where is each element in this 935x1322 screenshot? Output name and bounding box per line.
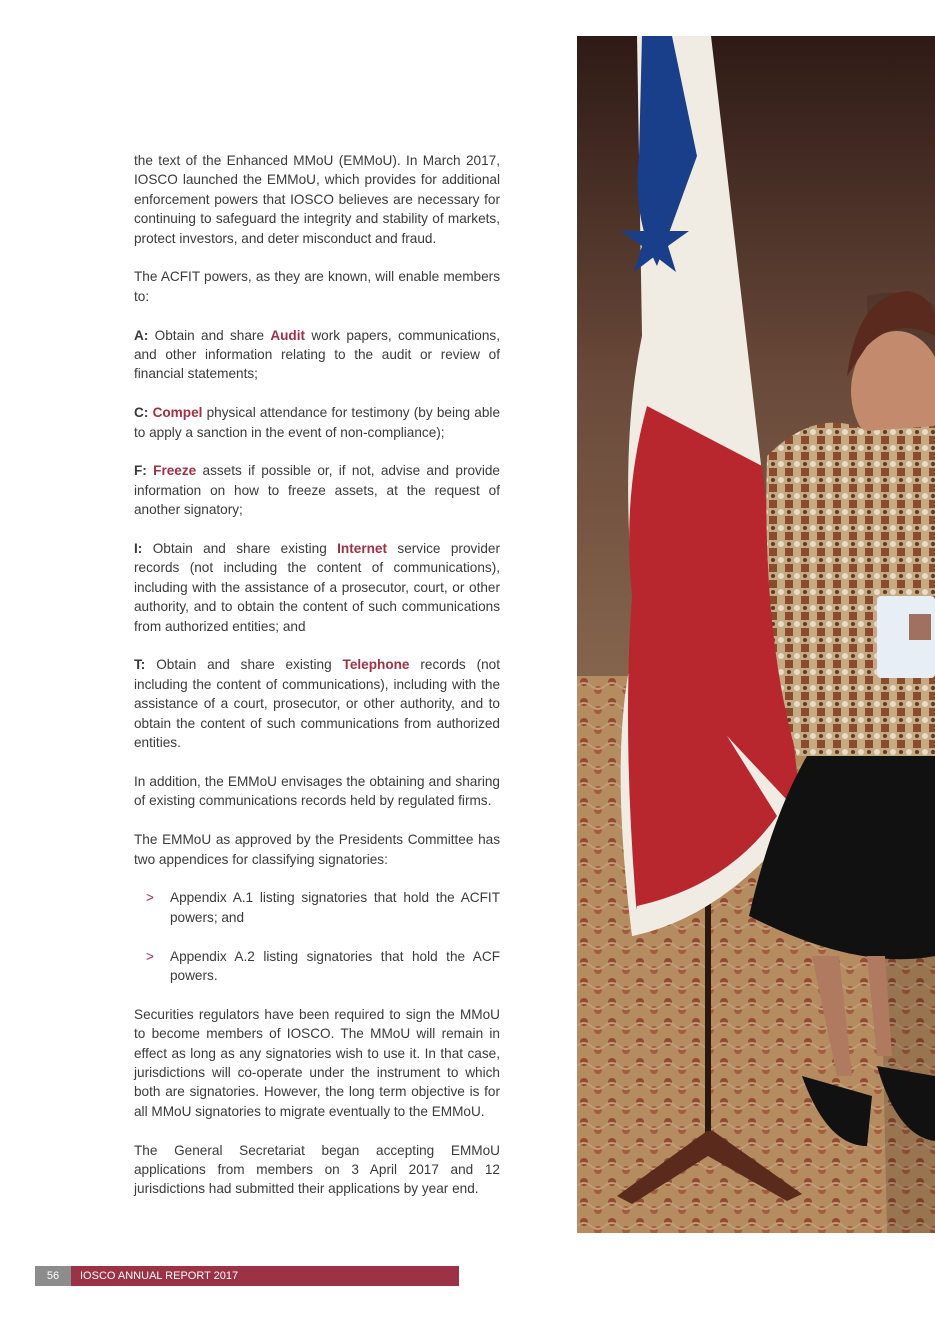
power-internet: I: Obtain and share existing Internet service provider records (not including the content of communications), including with the assistance of a prosecutor, court, or other authority, and to obtain the content of such communications from authorized entities; and (134, 541, 500, 634)
power-compel: C: Compel physical attendance for testimony (by being able to apply a sanction in the event of non-compliance); (134, 405, 501, 440)
chevron-right-icon: > (146, 890, 154, 906)
power-letter: T: (134, 657, 146, 673)
page-number: 56 (35, 1266, 71, 1286)
power-keyword: Internet (337, 541, 388, 557)
power-freeze: F: Freeze assets if possible or, if not, advise and provide information on how to freeze assets, at the request of another signatory; (134, 463, 500, 518)
main-text-column (134, 151, 500, 1218)
list-item: > Appendix A.2 listing signatories that hold the ACF powers. (146, 948, 500, 983)
power-letter: C: (134, 405, 149, 421)
power-telephone: T: Obtain and share existing Telephone records (not including the content of communications), including with the assistance of a court, prosecutor, or other authority, and to obtain the content of such communications from authorized entities. (134, 657, 500, 751)
intro-paragraph: the text of the Enhanced MMoU (EMMoU). In March 2017, IOSCO launched the EMMoU, which provides for additional enforcement powers that IOSCO believes are necessary for continuing to safeguard the integrity and stability of markets, protect investors, and deter misconduct and fraud. (134, 153, 500, 246)
appendices-intro-paragraph: The EMMoU as approved by the Presidents Committee has two appendices for classifying signatories: (134, 832, 500, 867)
power-keyword: Compel (152, 405, 203, 421)
photo-woman-with-flag (577, 36, 935, 1233)
page-footer (35, 1266, 459, 1286)
power-keyword: Freeze (153, 463, 197, 479)
power-letter: F: (134, 463, 147, 479)
power-letter: A: (134, 327, 149, 343)
footer-report-title: IOSCO ANNUAL REPORT 2017 (71, 1266, 459, 1286)
appendix-list (134, 888, 500, 985)
power-letter: I: (134, 541, 143, 557)
communications-paragraph: In addition, the EMMoU envisages the obtaining and sharing of existing communications records held by regulated firms. (134, 773, 500, 809)
list-item: > Appendix A.1 listing signatories that hold the ACFIT powers; and (146, 890, 500, 925)
power-keyword: Telephone (342, 657, 410, 673)
applications-paragraph: The General Secretariat began accepting EMMoU applications from members on 3 April 2017 and 12 jurisdictions had submitted their applications by year end. (134, 1142, 500, 1197)
acfit-intro-paragraph: The ACFIT powers, as they are known, will enable members to: (134, 269, 500, 304)
power-keyword: Audit (270, 327, 306, 343)
chevron-right-icon: > (146, 948, 154, 964)
membership-paragraph: Securities regulators have been required to sign the MMoU to become members of IOSCO. The MMoU will remain in effect as long as any signatories wish to use it. In that case, jurisdictions will co-operate under the instrument to which both are signatories. However, the long term objective is for all MMoU signatories to migrate eventually to the EMMoU. (134, 1006, 500, 1119)
power-audit: A: Obtain and share Audit work papers, communications, and other information relating to the audit or review of financial statements; (134, 327, 500, 382)
